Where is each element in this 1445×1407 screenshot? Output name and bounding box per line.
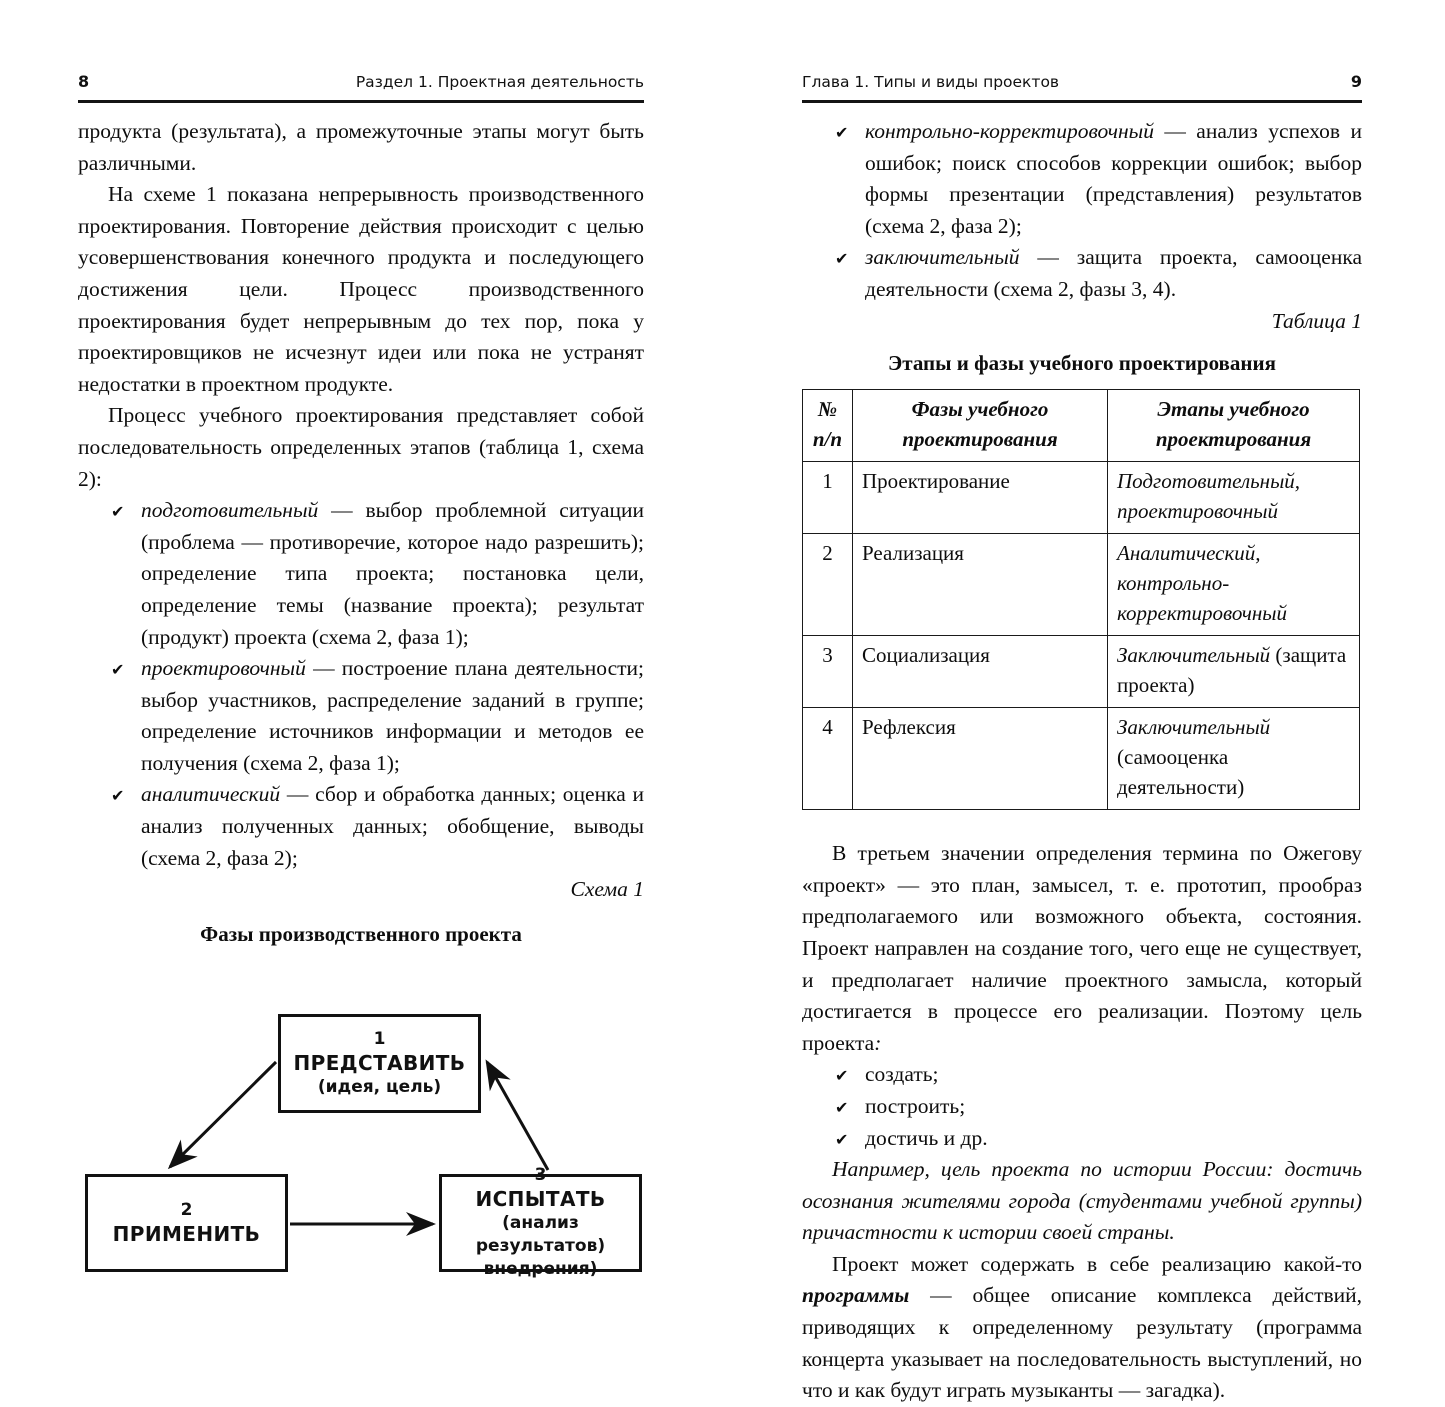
cell-stage-italic: Аналитический, контрольно-корректировочный <box>1117 541 1288 626</box>
paragraph-на-схеме: На схеме 1 показана непрерывность производственного проектирования. Повторение действия происходит с целью усовершенствования конечного продукта и последующего достижения цели. Процесс производственного проектирования будет непрерывным до тех пор, пока у проектировщиков не исчезнут идеи или пока не устранят недостатки в проектном продукте. <box>78 182 644 396</box>
list-item-term: заключительный <box>865 245 1020 270</box>
list-item <box>78 653 644 779</box>
cell-phase: Проектирование <box>853 462 1108 534</box>
right-page-column <box>802 0 1362 1403</box>
table-header-row <box>803 390 1360 462</box>
col-header-stages-line2: проектирования <box>1155 427 1312 452</box>
left-page-column <box>78 0 644 1280</box>
paragraph-процесс-учебного: Процесс учебного проектирования представляет собой последовательность определенных этапов (таблица 1, схема 2): <box>78 403 644 491</box>
col-header-phases-line1: Фазы учебного <box>911 397 1049 422</box>
list-item-term: аналитический <box>141 782 281 807</box>
cell-number: 2 <box>803 534 853 636</box>
check-icon: ✔ <box>835 123 849 142</box>
diagram-node-predstavit <box>278 1014 481 1113</box>
table-row <box>803 462 1360 534</box>
schema-label: Схема 1 <box>570 877 644 902</box>
check-icon: ✔ <box>835 1129 849 1149</box>
list-item-text: достичь и др. <box>865 1125 988 1150</box>
paragraph-ozhegov-text: В третьем значении определения термина по Ожегову «проект» — это план, замысел, т. е. прототип, прообраз предполагаемого или возможного объекта, состояния. Проект направлен на создание того, чего еще не существует, и предполагает наличие проектного замысла, который достигается в процессе его реализации. Поэтому цель проекта <box>802 841 1362 1055</box>
list-item-term: контрольно-корректировочный <box>865 119 1154 143</box>
right-running-title: Глава 1. Типы и виды проектов <box>802 73 1060 91</box>
col-header-stages-line1: Этапы учебного <box>1157 397 1310 422</box>
list-item <box>802 1123 1362 1155</box>
diagram-node-ispytat <box>439 1165 642 1280</box>
table-row <box>803 534 1360 636</box>
table-title: Этапы и фазы учебного проектирования <box>888 351 1276 376</box>
stages-list-left <box>78 495 644 874</box>
diagram-node-primenit <box>85 1174 288 1272</box>
cell-phase: Реализация <box>853 534 1108 636</box>
cell-stage <box>1108 462 1360 534</box>
node-number: 2 <box>180 1199 193 1220</box>
left-header-rule <box>78 100 644 103</box>
cell-phase: Рефлексия <box>853 708 1108 810</box>
check-icon: ✔ <box>835 249 849 269</box>
col-header-phases-line2: проектирования <box>902 427 1058 452</box>
goal-list <box>802 1059 1362 1154</box>
stages-phases-table <box>802 389 1360 810</box>
list-item-term: подготовительный <box>141 498 319 523</box>
table-row <box>803 636 1360 708</box>
paragraph-program-term: программы <box>802 1283 910 1308</box>
cell-stage-italic: Заключительный <box>1117 643 1271 668</box>
right-header-rule <box>802 100 1362 103</box>
table-header <box>803 390 1360 462</box>
node-title: ПРЕДСТАВИТЬ <box>293 1050 466 1075</box>
cell-stage-italic: Заключительный <box>1117 715 1271 740</box>
cell-stage-plain: (самооценка деятельности) <box>1117 745 1245 800</box>
cell-phase: Социализация <box>853 636 1108 708</box>
paragraph-ozhegov <box>802 838 1362 1059</box>
check-icon: ✔ <box>111 502 125 522</box>
left-body-text <box>78 116 644 1280</box>
schema-title: Фазы производственного проекта <box>200 921 522 946</box>
list-item <box>78 779 644 874</box>
list-item-text: построить; <box>865 1093 966 1118</box>
right-running-head <box>802 72 1362 102</box>
right-body-text <box>802 116 1362 1407</box>
node-title: ПРИМЕНИТЬ <box>112 1221 261 1246</box>
cell-stage-plain: (защита проекта) <box>1117 643 1347 698</box>
arrow-3-to-1 <box>487 1062 548 1170</box>
right-folio-number: 9 <box>1350 72 1362 91</box>
table-row <box>803 708 1360 810</box>
production-phases-diagram <box>78 962 644 1280</box>
col-header-number-line2: п/п <box>812 427 843 452</box>
list-item <box>802 116 1362 242</box>
col-header-number <box>803 390 853 462</box>
stages-list-right <box>802 116 1362 306</box>
col-header-phases <box>853 390 1108 462</box>
cell-stage-italic: Подготовительный, проектировочный <box>1117 469 1301 524</box>
node-subtitle: (анализ результатов) <box>475 1213 606 1257</box>
cell-stage <box>1108 708 1360 810</box>
cell-number: 1 <box>803 462 853 534</box>
list-item <box>78 495 644 653</box>
paragraph-program-pre: Проект может содержать в себе реализацию какой-то <box>832 1251 1362 1276</box>
left-running-head <box>78 72 644 102</box>
list-item-text: — анализ успехов и ошибок; поиск способов коррекции ошибок; выбор формы презентации (представления) результатов (схема 2, фаза 2); <box>865 119 1362 238</box>
paragraph-program <box>802 1249 1362 1407</box>
list-item <box>802 1091 1362 1123</box>
cell-number: 3 <box>803 636 853 708</box>
list-item-text: — защита проекта, самооценка деятельности (схема 2, фазы 3, 4). <box>865 245 1362 301</box>
check-icon: ✔ <box>835 1097 849 1117</box>
list-item <box>802 1059 1362 1091</box>
check-icon: ✔ <box>111 660 125 680</box>
list-item-text: — построение плана деятельности; выбор участников, распределение заданий в группе; определение источников информации и методов ее получения (схема 2, фаза 1); <box>141 656 644 775</box>
list-item <box>802 242 1362 305</box>
cell-number: 4 <box>803 708 853 810</box>
list-item-text: — выбор проблемной ситуации (проблема — противоречие, которое надо разрешить); определение типа проекта; постановка цели, определение темы (название проекта); результат (продукт) проекта (схема 2, фаза 1); <box>141 498 644 649</box>
table-label: Таблица 1 <box>1271 308 1362 333</box>
table-body <box>803 462 1360 810</box>
left-running-title: Раздел 1. Проектная деятельность <box>355 73 644 91</box>
check-icon: ✔ <box>835 1066 849 1086</box>
paragraph-ozhegov-colon: : <box>874 1030 882 1055</box>
cell-stage <box>1108 534 1360 636</box>
check-icon: ✔ <box>111 786 125 806</box>
list-item-text: создать; <box>865 1062 939 1087</box>
node-number: 3 <box>534 1165 547 1186</box>
col-header-number-line1: № <box>817 397 838 422</box>
left-folio-number: 8 <box>78 72 90 91</box>
node-title: ИСПЫТАТЬ <box>475 1187 606 1212</box>
paragraph-example: Например, цель проекта по истории России: достичь осознания жителями города (студентами учебной группы) причастности к истории своей страны. <box>802 1157 1362 1245</box>
node-number: 1 <box>373 1028 386 1049</box>
arrow-1-to-2 <box>170 1062 276 1167</box>
cell-stage <box>1108 636 1360 708</box>
col-header-stages <box>1108 390 1360 462</box>
node-subtitle: (идея, цель) <box>317 1076 442 1097</box>
list-item-text: — сбор и обработка данных; оценка и анализ полученных данных; обобщение, выводы (схема 2, фаза 2); <box>141 782 644 870</box>
paragraph-program-post: — общее описание комплекса действий, приводящих к определенному результату (программа концерта указывает на последовательность выступлений, но что и как будут играть музыканты — загадка). <box>802 1283 1362 1403</box>
list-item-term: проектировочный <box>141 656 306 681</box>
paragraph-продукта: продукта (результата), а промежуточные этапы могут быть различными. <box>78 119 644 175</box>
node-subtitle-second: внедрения) <box>483 1259 598 1280</box>
